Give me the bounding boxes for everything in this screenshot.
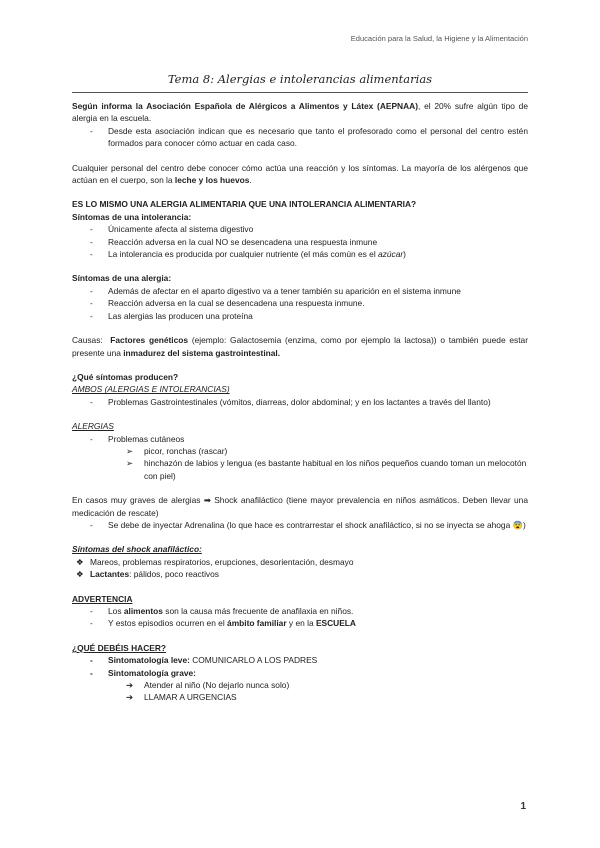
list-item: - Y estos episodios ocurren en el ámbito familiar y en la ESCUELA <box>90 618 356 629</box>
causes-paragraph: Causas: Factores genéticos (ejemplo: Galactosemia (enzima, como por ejemplo la lactosa)) o también puede estar presente una inmadurez del sistema gastrointestinal. <box>72 335 528 358</box>
list-item: - Sintomatología grave: <box>90 667 196 678</box>
alergenos-paragraph: Cualquier personal del centro debe conocer cómo actúa una reacción y los síntomas. La mayoría de los alérgenos que actúan en el cuerpo, son la leche y los huevos. <box>72 162 528 186</box>
shock-symptoms-heading: Síntomas del shock anafiláctico: <box>72 544 202 555</box>
shock-paragraph: En casos muy graves de alergias ➡ Shock anafiláctico (tiene mayor prevalencia en niños asmáticos. Deben llevar una medicación de rescate) <box>72 495 528 518</box>
list-item: - La intolerancia es producida por cualquier nutriente (el más común es el azúcar) <box>90 249 406 260</box>
document-body <box>72 100 528 704</box>
list-item: - Problemas cutáneos <box>90 433 185 444</box>
list-item: ❖ Lactantes: pálidos, poco reactivos <box>76 569 219 580</box>
title-underline <box>72 92 528 93</box>
sub-list-item: ➢ picor, ronchas (rascar) <box>126 445 228 456</box>
sub-list-item: ➔ Atender al niño (No dejarlo nunca solo) <box>126 680 290 691</box>
list-item: - Se debe de inyectar Adrenalina (lo que hace es contrarrestar el shock anafiláctico, si no se inyecta se ahoga 😨) <box>90 519 526 530</box>
aepnaa-source: Según informa la Asociación Española de Alérgicos a Alimentos y Látex (AEPNAA) <box>72 101 418 111</box>
running-header: Educación para la Salud, la Higiene y la Alimentación <box>350 34 528 43</box>
allergy-heading: Síntomas de una alergia: <box>72 273 172 284</box>
warning-heading: ADVERTENCIA <box>72 593 133 604</box>
list-item: - Reacción adversa en la cual se desencadena una respuesta inmune. <box>90 298 365 309</box>
document-title: Tema 8: Alergias e intolerancias alimentarias <box>167 72 433 86</box>
list-item: - Sintomatología leve: COMUNICARLO A LOS PADRES <box>90 655 318 666</box>
list-item: - Los alimentos son la causa más frecuente de anafilaxia en niños. <box>90 606 354 616</box>
sub-list-item: ➔ LLAMAR A URGENCIAS <box>126 692 237 703</box>
ambos-label: AMBOS (ALERGIAS E INTOLERANCIAS) <box>72 384 230 395</box>
list-item: - Reacción adversa en la cual NO se desencadena una respuesta inmune <box>90 236 378 247</box>
list-item: - Problemas Gastrointestinales (vómitos, diarreas, dolor abdominal; y en los lactantes a través del llanto) <box>90 396 491 407</box>
sub-list-item: ➢ hinchazón de labios y lengua (es bastante habitual en los niños pequeños cuando toman un melocotón con piel) <box>126 458 527 481</box>
page-number: 1 <box>520 801 526 812</box>
list-item: ❖ Mareos, problemas respiratorios, erupciones, desorientación, desmayo <box>76 556 354 567</box>
list-item: - Las alergias las producen una proteína <box>90 310 253 321</box>
intro-paragraph: Según informa la Asociación Española de Alérgicos a Alimentos y Látex (AEPNAA), el 20% sufre algún tipo de alergia en la escuela. <box>72 101 528 124</box>
list-item: - Además de afectar en el aparto digestivo va a tener también su aparición en el sistema inmune <box>90 285 461 296</box>
section-heading: ES LO MISMO UNA ALERGIA ALIMENTARIA QUE UNA INTOLERANCIA ALIMENTARIA? <box>72 199 417 210</box>
symptoms-heading: ¿Qué síntomas producen? <box>72 371 179 382</box>
what-to-do-heading: ¿QUÉ DEBÉIS HACER? <box>72 642 166 653</box>
intolerance-heading: Síntomas de una intolerancia: <box>72 211 192 222</box>
alergias-label: ALERGIAS <box>72 421 114 432</box>
list-item: - Únicamente afecta al sistema digestivo <box>90 224 254 235</box>
list-item: - Desde esta asociación indican que es necesario que tanto el profesorado como el personal del centro estén formados para conocer cómo actuar en cada caso. <box>90 125 528 149</box>
